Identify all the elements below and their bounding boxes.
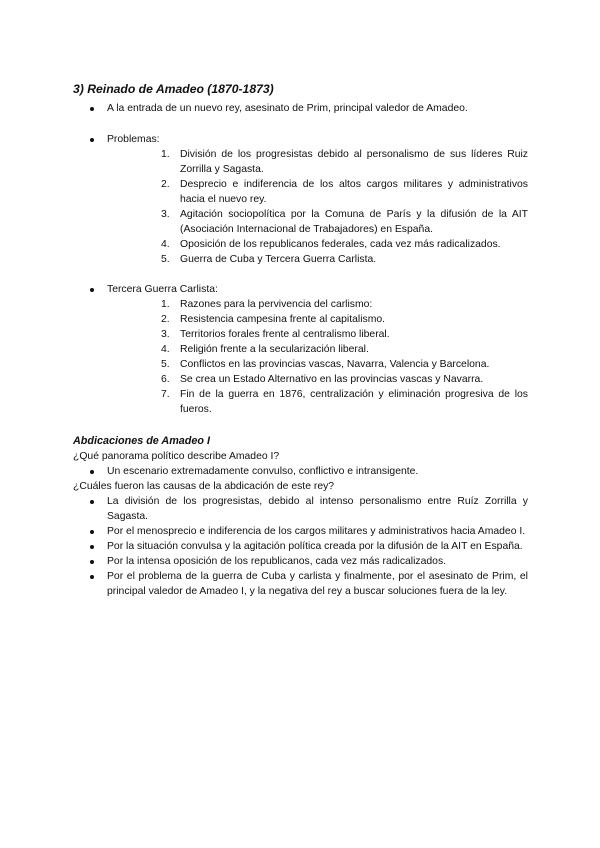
list-item [73,252,528,267]
list-item [73,177,528,207]
question-panorama: ¿Qué panorama político describe Amadeo I? [73,451,280,462]
list-item [73,237,528,252]
answer-list-causas [73,494,528,599]
list-number: 5. [161,359,170,370]
section-title-abdicaciones: Abdicaciones de Amadeo I [73,435,210,447]
list-text: Desprecio e indiferencia de los altos cargos militares y administrativos hacia el nuevo rey. [180,179,528,205]
carlista-bullet [73,282,528,297]
list-item [73,357,528,372]
list-text: Oposición de los republicanos federales, cada vez más radicalizados. [180,239,501,250]
list-number: 3. [161,329,170,340]
question-causas: ¿Cuáles fueron las causas de la abdicación de este rey? [73,481,335,492]
list-item: Por la situación convulsa y la agitación política creada por la difusión de la AIT en España. [73,539,528,554]
list-item: Por el problema de la guerra de Cuba y carlista y finalmente, por el asesinato de Prim, el principal valedor de Amadeo I, y la negativa del rey a buscar soluciones fuera de la ley. [73,569,528,599]
list-item [73,342,528,357]
problemas-label: Problemas: [107,134,160,145]
list-text: Religión frente a la secularización liberal. [180,344,369,355]
list-item [73,312,528,327]
list-text: Conflictos en las provincias vascas, Navarra, Valencia y Barcelona. [180,359,490,370]
carlista-label: Tercera Guerra Carlista: [107,284,218,295]
list-number: 3. [161,209,170,220]
list-number: 1. [161,299,170,310]
list-number: 6. [161,374,170,385]
list-text: Fin de la guerra en 1876, centralización y eliminación progresiva de los fueros. [180,389,528,415]
list-item [73,387,528,417]
list-text: Agitación sociopolítica por la Comuna de París y la difusión de la AIT (Asociación Internacional de Trabajadores) en España. [180,209,528,235]
carlista-bullet-list [73,282,528,297]
list-item [73,372,528,387]
list-number: 1. [161,149,170,160]
list-item: Un escenario extremadamente convulso, conflictivo e intransigente. [73,464,528,479]
problemas-bullet [73,132,528,147]
list-text: Razones para la pervivencia del carlismo: [180,299,373,310]
list-number: 7. [161,389,170,400]
list-item [73,327,528,342]
list-item: Por el menosprecio e indiferencia de los cargos militares y administrativos hacia Amadeo I. [73,524,528,539]
reinado-bullet-list [73,101,528,147]
section-title-reinado: 3) Reinado de Amadeo (1870-1873) [73,82,274,96]
list-text: División de los progresistas debido al personalismo de sus líderes Ruiz Zorrilla y Sagasta. [180,149,528,175]
list-item [73,297,528,312]
answer-list-panorama [73,464,528,479]
list-number: 5. [161,254,170,265]
list-text: Territorios forales frente al centralismo liberal. [180,329,390,340]
list-item: La división de los progresistas, debido al intenso personalismo entre Ruíz Zorrilla y Sagasta. [73,494,528,524]
list-text: Resistencia campesina frente al capitalismo. [180,314,386,325]
list-text: Se crea un Estado Alternativo en las provincias vascas y Navarra. [180,374,484,385]
carlista-list [73,297,528,417]
list-item [73,207,528,237]
list-number: 4. [161,239,170,250]
intro-bullet: A la entrada de un nuevo rey, asesinato de Prim, principal valedor de Amadeo. [73,101,528,116]
list-item [73,147,528,177]
document-content [73,82,528,599]
list-text: Guerra de Cuba y Tercera Guerra Carlista. [180,254,377,265]
list-number: 4. [161,344,170,355]
problemas-list [73,147,528,267]
list-number: 2. [161,179,170,190]
list-item: Por la intensa oposición de los republicanos, cada vez más radicalizados. [73,554,528,569]
list-number: 2. [161,314,170,325]
